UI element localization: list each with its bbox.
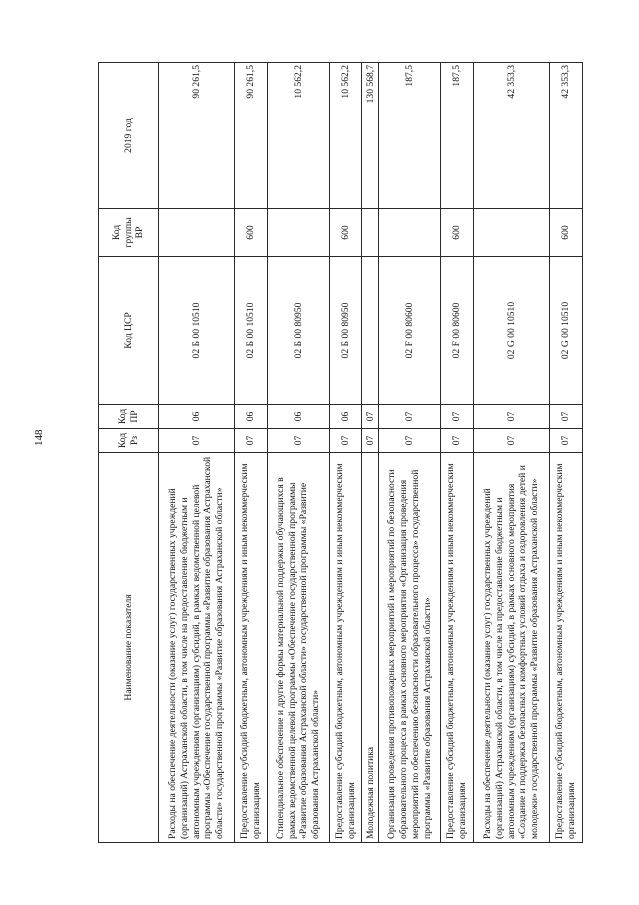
header-year: 2019 год [99, 63, 159, 209]
row-csr: 02 F 00 80600 [441, 257, 474, 405]
row-vr: 600 [329, 209, 362, 257]
table-row [550, 63, 583, 843]
row-csr: 02 Б 00 10510 [159, 257, 235, 405]
row-rz: 07 [550, 429, 583, 453]
row-pr: 06 [235, 405, 268, 429]
row-pr: 07 [550, 405, 583, 429]
row-pr: 07 [362, 405, 379, 429]
table-row [329, 63, 362, 843]
row-rz: 07 [235, 429, 268, 453]
row-csr: 02 G 00 10510 [473, 257, 549, 405]
row-amount: 90 261,5 [159, 63, 235, 209]
header-vr: Код группы ВР [99, 209, 159, 257]
header-rz: Код Рз [99, 429, 159, 453]
row-pr: 06 [268, 405, 330, 429]
table-row [379, 63, 441, 843]
table-row [159, 63, 235, 843]
row-name: Стипендиальное обеспечение и другие формы материальной поддержки обучающихся в рамках ведомственной целевой программы «Обеспечение государственной программы «Развитие образования Астраханской области» государственной программы «Развитие образования Астраханской области» [268, 453, 330, 843]
row-csr: 02 Б 00 80950 [268, 257, 330, 405]
header-name: Наименование показателя [99, 453, 159, 843]
row-rz: 07 [362, 429, 379, 453]
row-vr: 600 [235, 209, 268, 257]
row-pr: 07 [379, 405, 441, 429]
row-vr: 600 [550, 209, 583, 257]
row-vr [473, 209, 549, 257]
table-row [268, 63, 330, 843]
row-vr [362, 209, 379, 257]
header-csr: Код ЦСР [99, 257, 159, 405]
row-rz: 07 [159, 429, 235, 453]
row-name: Предоставление субсидий бюджетным, автономным учреждениям и иным некоммерческим организациям [550, 453, 583, 843]
row-csr: 02 F 00 80600 [379, 257, 441, 405]
page-number: 148 [33, 429, 45, 446]
row-amount: 187,5 [441, 63, 474, 209]
row-vr: 600 [441, 209, 474, 257]
row-rz: 07 [268, 429, 330, 453]
row-amount: 10 562,2 [329, 63, 362, 209]
row-amount: 130 568,7 [362, 63, 379, 209]
header-pr: Код ПР [99, 405, 159, 429]
row-amount: 42 353,3 [473, 63, 549, 209]
table-header-row [99, 63, 159, 843]
rotated-table-wrapper [98, 63, 583, 843]
row-amount: 187,5 [379, 63, 441, 209]
row-name: Предоставление субсидий бюджетным, автономным учреждениям и иным некоммерческим организациям [329, 453, 362, 843]
row-name: Расходы на обеспечение деятельности (оказание услуг) государственных учреждений (организаций) Астраханской области, в том числе на предоставление бюджетным и автономным учреждениям (организациям) субсидий, в рамках основного мероприятия «Создание и поддержка безопасных и комфортных условий отдыха и оздоровления детей и молодежи» государственной программы «Развитие образования Астраханской области» [473, 453, 549, 843]
row-name: Молодежная политика [362, 453, 379, 843]
row-amount: 42 353,3 [550, 63, 583, 209]
row-csr [362, 257, 379, 405]
row-vr [159, 209, 235, 257]
table-row [235, 63, 268, 843]
row-pr: 07 [473, 405, 549, 429]
row-name: Организация проведения противопожарных мероприятий и мероприятий по безопасности образовательного процесса в рамках основного мероприятия «Организация проведения мероприятий по обеспечению безопасности образовательного процесса» государственной программы «Развитие образования Астраханской области» [379, 453, 441, 843]
row-vr [268, 209, 330, 257]
row-amount: 10 562,2 [268, 63, 330, 209]
table-row [362, 63, 379, 843]
row-rz: 07 [473, 429, 549, 453]
row-csr: 02 Б 00 10510 [235, 257, 268, 405]
row-name: Расходы на обеспечение деятельности (оказание услуг) государственных учреждений (организаций) Астраханской области, в том числе на предоставление бюджетным и автономным учреждениям (организациям) субсидий, в рамках ведомственной целевой программы «Обеспечение государственной программы «Развитие образования Астраханской области» государственной программы «Развитие образования Астраханской области» [159, 453, 235, 843]
row-rz: 07 [441, 429, 474, 453]
row-rz: 07 [379, 429, 441, 453]
row-pr: 07 [441, 405, 474, 429]
row-pr: 06 [159, 405, 235, 429]
row-csr: 02 Б 00 80950 [329, 257, 362, 405]
row-csr: 02 G 00 10510 [550, 257, 583, 405]
table-row [441, 63, 474, 843]
row-name: Предоставление субсидий бюджетным, автономным учреждениям и иным некоммерческим организациям [441, 453, 474, 843]
budget-table [98, 62, 583, 843]
row-pr: 06 [329, 405, 362, 429]
row-rz: 07 [329, 429, 362, 453]
row-name: Предоставление субсидий бюджетным, автономным учреждениям и иным некоммерческим организациям [235, 453, 268, 843]
row-amount: 90 261,5 [235, 63, 268, 209]
row-vr [379, 209, 441, 257]
table-row [473, 63, 549, 843]
